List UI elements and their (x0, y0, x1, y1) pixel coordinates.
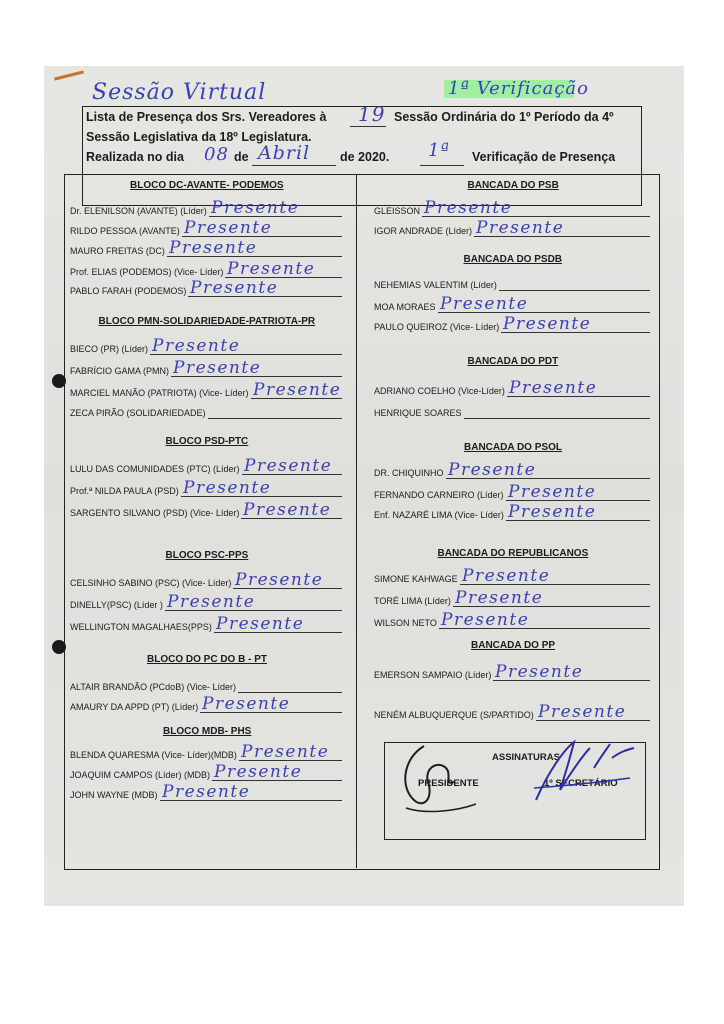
header-line3b: de (234, 150, 249, 164)
member-name: IGOR ANDRADE (Líder) (374, 226, 473, 236)
session-note: Sessão Virtual (92, 80, 267, 105)
member-name: FABRÍCIO GAMA (PMN) (70, 366, 170, 376)
president-label: PRESIDENTE (418, 778, 479, 789)
member-row (374, 272, 652, 294)
presence-mark: Presente (202, 694, 291, 714)
member-name: PAULO QUEIROZ (Vice- Líder) (374, 322, 500, 332)
member-row (70, 238, 344, 260)
member-row (374, 378, 652, 400)
member-row (374, 294, 652, 316)
presence-mark: Presente (253, 380, 342, 400)
right-group-title: BANCADA DO PDT (467, 356, 559, 367)
right-group-title: BANCADA DO PSDB (463, 254, 563, 265)
presence-mark: Presente (241, 742, 330, 762)
member-row (374, 566, 652, 588)
binder-hole-bottom (52, 640, 66, 654)
header-line1b: Sessão Ordinária do 1º Período da 4º (394, 110, 614, 124)
presence-mark: Presente (538, 702, 627, 722)
presence-mark: Presente (508, 482, 597, 502)
member-name: JOAQUIM CAMPOS (Líder) (MDB) (70, 770, 211, 780)
member-name: DINELLY(PSC) (Líder ) (70, 600, 163, 610)
presence-mark: Presente (190, 278, 279, 298)
presence-mark: Presente (448, 460, 537, 480)
left-group-title: BLOCO PSD-PTC (165, 436, 249, 447)
presence-mark: Presente (508, 502, 597, 522)
member-name: HENRIQUE SOARES (374, 408, 462, 418)
member-row (70, 782, 344, 804)
presence-mark: Presente (167, 592, 256, 612)
member-name: GLEISSON (374, 206, 421, 216)
right-group-title: BANCADA DO REPUBLICANOS (437, 548, 589, 559)
header-line3d: Verificação de Presença (472, 150, 616, 164)
secretary-label: 1º SECRETÁRIO (544, 778, 618, 789)
presence-mark: Presente (162, 782, 251, 802)
left-group-title: BLOCO DC-AVANTE- PODEMOS (130, 180, 284, 191)
member-row (70, 694, 344, 716)
member-name: TORÉ LIMA (Líder) (374, 596, 451, 606)
member-row (70, 198, 344, 220)
member-name: ZECA PIRÃO (SOLIDARIEDADE) (70, 408, 206, 418)
month-line (252, 165, 336, 166)
session-number: 19 (358, 102, 386, 126)
member-row (70, 456, 344, 478)
binder-hole-top (52, 374, 66, 388)
verification-number: 1ª (428, 140, 451, 161)
member-name: FERNANDO CARNEIRO (Líder) (374, 490, 504, 500)
member-name: WELLINGTON MAGALHAES(PPS) (70, 622, 212, 632)
member-row (374, 460, 652, 482)
presence-mark: Presente (476, 218, 565, 238)
header-line3a: Realizada no dia (86, 150, 184, 164)
presence-mark: Presente (183, 478, 272, 498)
header-line1a: Lista de Presença dos Srs. Vereadores à (86, 110, 327, 124)
member-row (70, 336, 344, 358)
header-line2: Sessão Legislativa da 18º Legislatura. (86, 130, 312, 144)
member-name: Prof.ª NILDA PAULA (PSD) (70, 486, 179, 496)
member-row (70, 478, 344, 500)
left-group-title: BLOCO MDB- PHS (163, 726, 252, 737)
verification-note: 1ª Verificação (448, 78, 589, 99)
member-name: BLENDA QUARESMA (Vice- Líder)(MDB) (70, 750, 237, 760)
member-row (70, 742, 344, 764)
attendance-sheet (44, 66, 684, 906)
presence-mark: Presente (243, 500, 332, 520)
member-row (374, 702, 652, 724)
member-name: Enf. NAZARÉ LIMA (Vice- Líder) (374, 510, 504, 520)
session-number-line (350, 126, 386, 127)
member-name: JOHN WAYNE (MDB) (70, 790, 158, 800)
right-group-title: BANCADA DO PP (471, 640, 556, 651)
member-name: NENÉM ALBUQUERQUE (S/PARTIDO) (374, 710, 534, 720)
right-group-title: BANCADA DO PSB (467, 180, 559, 191)
day: 08 (204, 144, 229, 165)
member-name: LULU DAS COMUNIDADES (PTC) (Líder) (70, 464, 240, 474)
member-name: SARGENTO SILVANO (PSD) (Vice- Líder) (70, 508, 240, 518)
member-name: MARCIEL MANÃO (PATRIOTA) (Vice- Líder) (70, 388, 249, 398)
member-row (374, 218, 652, 240)
member-name: AMAURY DA APPD (PT) (Líder) (70, 702, 199, 712)
member-name: PABLO FARAH (PODEMOS) (70, 286, 187, 296)
member-row (374, 588, 652, 610)
president-signature (394, 738, 484, 818)
signatures-title: ASSINATURAS (492, 752, 560, 763)
presence-mark: Presente (424, 198, 513, 218)
member-row (70, 570, 344, 592)
presence-mark: Presente (441, 610, 530, 630)
right-group-title: BANCADA DO PSOL (464, 442, 562, 453)
left-group-title: BLOCO PMN-SOLIDARIEDADE-PATRIOTA-PR (98, 316, 316, 327)
member-row (70, 500, 344, 522)
presence-mark: Presente (440, 294, 529, 314)
presence-mark: Presente (455, 588, 544, 608)
member-row (374, 662, 652, 684)
member-name: ADRIANO COELHO (Vice-Líder) (374, 386, 505, 396)
presence-mark: Presente (214, 762, 303, 782)
presence-mark: Presente (462, 566, 551, 586)
member-row (374, 610, 652, 632)
member-row (70, 278, 344, 300)
member-row (70, 674, 344, 696)
member-row (374, 482, 652, 504)
presence-mark: Presente (503, 314, 592, 334)
presence-mark: Presente (211, 198, 300, 218)
member-name: SIMONE KAHWAGE (374, 574, 458, 584)
member-name: CELSINHO SABINO (PSC) (Vice- Líder) (70, 578, 232, 588)
presence-mark: Presente (235, 570, 324, 590)
member-name: BIECO (PR) (Líder) (70, 344, 149, 354)
member-row (70, 762, 344, 784)
presence-mark: Presente (173, 358, 262, 378)
signature-line (464, 418, 650, 419)
presence-mark: Presente (152, 336, 241, 356)
presence-mark: Presente (216, 614, 305, 634)
member-row (70, 380, 344, 402)
presence-mark: Presente (184, 218, 273, 238)
presence-mark: Presente (169, 238, 258, 258)
verification-number-line (420, 165, 464, 166)
header-line3c: de 2020. (340, 150, 390, 164)
signature-line (208, 418, 342, 419)
left-group-title: BLOCO DO PC DO B - PT (147, 654, 267, 665)
column-divider (356, 174, 357, 868)
member-row (374, 198, 652, 220)
pen-mark (54, 70, 84, 80)
member-row (70, 614, 344, 636)
member-name: ALTAIR BRANDÃO (PCdoB) (Vice- Líder) (70, 682, 237, 692)
presence-mark: Presente (227, 259, 316, 279)
member-row (70, 592, 344, 614)
member-name: DR. CHIQUINHO (374, 468, 444, 478)
presence-mark: Presente (495, 662, 584, 682)
member-name: WILSON NETO (374, 618, 437, 628)
member-name: Dr. ELENILSON (AVANTE) (Líder) (70, 206, 207, 216)
signature-line (238, 692, 342, 693)
member-row (70, 218, 344, 240)
member-name: RILDO PESSOA (AVANTE) (70, 226, 180, 236)
member-row (70, 358, 344, 380)
member-name: MAURO FREITAS (DC) (70, 246, 165, 256)
left-group-title: BLOCO PSC-PPS (165, 550, 249, 561)
member-name: MOA MORAES (374, 302, 436, 312)
document-photo (44, 66, 684, 906)
member-name: Prof. ELIAS (PODEMOS) (Vice- Líder) (70, 267, 224, 277)
member-row (70, 400, 344, 422)
presence-mark: Presente (509, 378, 598, 398)
member-row (374, 400, 652, 422)
member-name: EMERSON SAMPAIO (Líder) (374, 670, 492, 680)
secretary-signature (530, 728, 640, 812)
member-row (374, 502, 652, 524)
member-name: NEHEMIAS VALENTIM (Líder) (374, 280, 497, 290)
month: Abril (258, 142, 311, 164)
presence-mark: Presente (244, 456, 333, 476)
signature-line (499, 290, 650, 291)
member-row (374, 314, 652, 336)
